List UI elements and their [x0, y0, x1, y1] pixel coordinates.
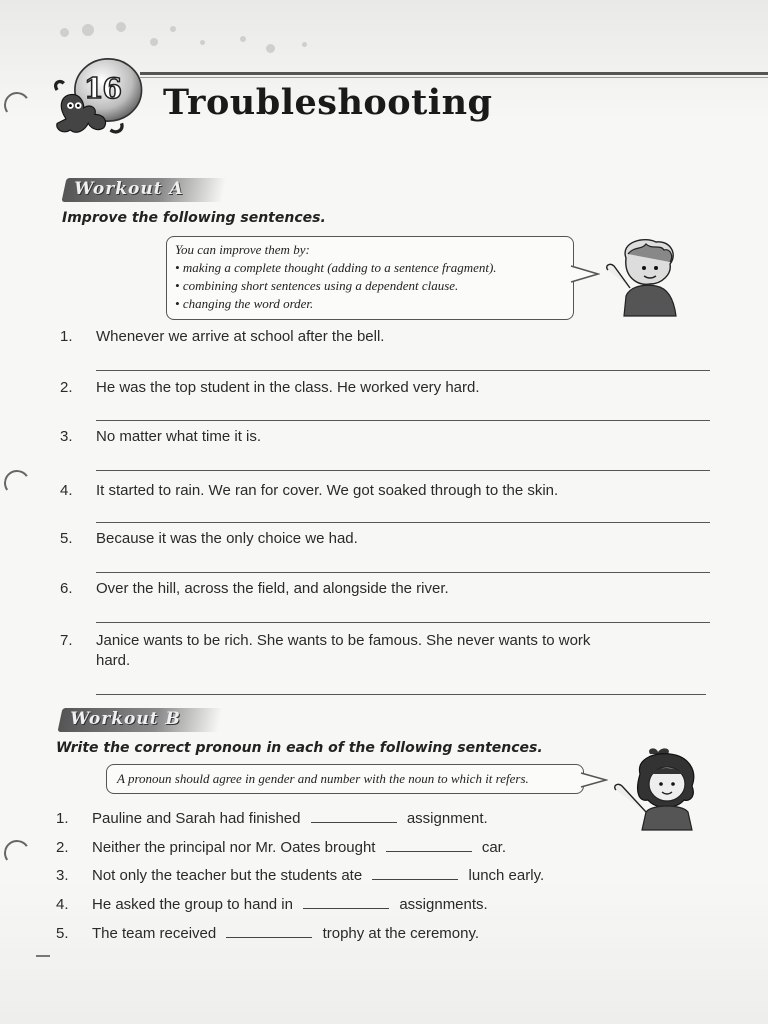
answer-line[interactable]: [96, 694, 706, 695]
pronoun-blank[interactable]: [372, 867, 458, 880]
header-rule-thin: [140, 77, 768, 78]
list-item: 3. Not only the teacher but the students ate lunch early.: [56, 867, 545, 884]
tip-pointer-icon: [570, 262, 600, 286]
list-item: 2. He was the top student in the class. He worked very hard.: [60, 379, 480, 396]
answer-line[interactable]: [96, 370, 710, 371]
workout-b-label: Workout B: [70, 709, 181, 729]
list-item: 4. He asked the group to hand in assignments.: [56, 896, 488, 913]
pronoun-blank[interactable]: [311, 810, 397, 823]
answer-line[interactable]: [96, 572, 710, 573]
tip-text: A pronoun should agree in gender and number with the noun to which it refers.: [117, 771, 529, 786]
list-item: 1. Whenever we arrive at school after the bell.: [60, 328, 385, 345]
header-rule: [140, 72, 768, 75]
list-item: 7. Janice wants to be rich. She wants to be famous. She never wants to work hard.: [60, 632, 591, 669]
page-title: Troubleshooting: [163, 82, 493, 123]
answer-line[interactable]: [96, 622, 710, 623]
list-item: 5. Because it was the only choice we had.: [60, 530, 358, 547]
answer-line[interactable]: [96, 522, 710, 523]
tip-heading: You can improve them by:: [175, 242, 310, 257]
footer-mark: [36, 955, 50, 957]
list-item: 2. Neither the principal nor Mr. Oates brought car.: [56, 839, 507, 856]
workout-b-instruction: Write the correct pronoun in each of the following sentences.: [56, 740, 543, 756]
tip-pointer-icon: [580, 770, 608, 790]
workout-a-instruction: Improve the following sentences.: [62, 210, 326, 226]
answer-line[interactable]: [96, 420, 710, 421]
list-item: 3. No matter what time it is.: [60, 428, 262, 445]
list-item: 5. The team received trophy at the ceremony.: [56, 925, 480, 942]
chapter-number: 16: [84, 72, 121, 105]
workout-b-tip-box: [106, 764, 584, 794]
workout-b-tab: [57, 708, 222, 732]
pronoun-blank[interactable]: [386, 839, 472, 852]
tip-bullet: • combining short sentences using a dependent clause.: [175, 278, 459, 293]
workout-a-tab: [61, 178, 226, 202]
list-item: 1. Pauline and Sarah had finished assignment.: [56, 810, 488, 827]
list-item: 4. It started to rain. We ran for cover. We got soaked through to the skin.: [60, 482, 559, 499]
pronoun-blank[interactable]: [303, 896, 389, 909]
tip-bullet: • making a complete thought (adding to a sentence fragment).: [175, 260, 497, 275]
boy-illustration: [600, 236, 684, 318]
list-item: 6. Over the hill, across the field, and alongside the river.: [60, 580, 449, 597]
workout-a-label: Workout A: [74, 179, 184, 199]
pronoun-blank[interactable]: [226, 925, 312, 938]
answer-line[interactable]: [96, 470, 710, 471]
tip-bullet: • changing the word order.: [175, 296, 314, 311]
workout-a-tip-box: [166, 236, 574, 320]
girl-illustration: [612, 746, 708, 832]
